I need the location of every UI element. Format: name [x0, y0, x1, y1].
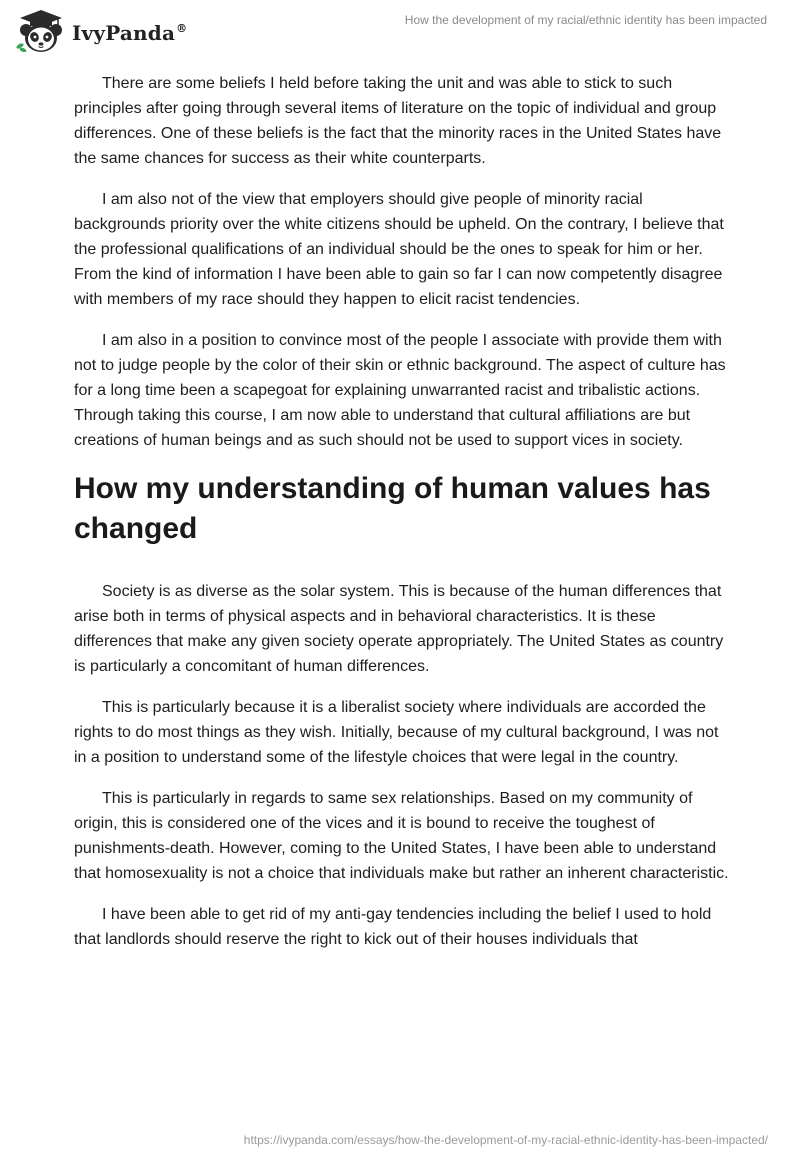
paragraph: I am also in a position to convince most of the people I associate with provide them with not to judge people by the color of their skin or ethnic background. The aspect of culture has for a long time been a scapegoat for explaining unwarranted racist and tribalistic actions. Through taking this course, I am now able to understand that cultural affiliations are but creations of human beings and as such should not be used to support vices in society. — [74, 332, 726, 449]
panda-graduate-icon — [14, 8, 68, 54]
ivypanda-logo[interactable] — [14, 8, 187, 54]
logo-text: IvyPanda® — [72, 21, 188, 45]
section-heading: How my understanding of human values has changed — [74, 472, 711, 545]
paragraph: I am also not of the view that employers should give people of minority racial backgrounds priority over the white citizens should be upheld. On the contrary, I believe that the professional qualifications of an individual should be the ones to speak for him or her. From the kind of information I have been able to gain so far I can now competently disagree with members of my race should they happen to elicit racist tendencies. — [74, 191, 724, 308]
source-url-link[interactable]: https://ivypanda.com/essays/how-the-development-of-my-racial-ethnic-identity-has-been-impacted/ — [243, 1133, 768, 1147]
page-header — [0, 0, 800, 60]
essay-body — [74, 71, 734, 968]
paragraph: This is particularly because it is a liberalist society where individuals are accorded the rights to do most things as they wish. Initially, because of my cultural background, I was not in a position to understand some of the lifestyle choices that were legal in the country. — [74, 699, 719, 766]
registered-mark: ® — [176, 22, 188, 36]
paragraph: There are some beliefs I held before taking the unit and was able to stick to such principles after going through several items of literature on the topic of individual and group differences. One of these beliefs is the fact that the minority races in the United States have the same chances for success as their white counterparts. — [74, 75, 722, 167]
paragraph: I have been able to get rid of my anti-gay tendencies including the belief I used to hold that landlords should reserve the right to kick out of their houses individuals that — [74, 906, 712, 948]
paragraph: This is particularly in regards to same sex relationships. Based on my community of origin, this is considered one of the vices and it is bound to receive the toughest of punishments-death. However, coming to the United States, I have been able to understand that homosexuality is not a choice that individuals make but rather an inherent characteristic. — [74, 790, 729, 882]
paragraph: Society is as diverse as the solar system. This is because of the human differences that arise both in terms of physical aspects and in behavioral characteristics. It is these differences that make any given society operate appropriately. The United States as country is particularly a concomitant of human differences. — [74, 583, 724, 675]
document-title: How the development of my racial/ethnic identity has been impacted — [404, 13, 767, 27]
